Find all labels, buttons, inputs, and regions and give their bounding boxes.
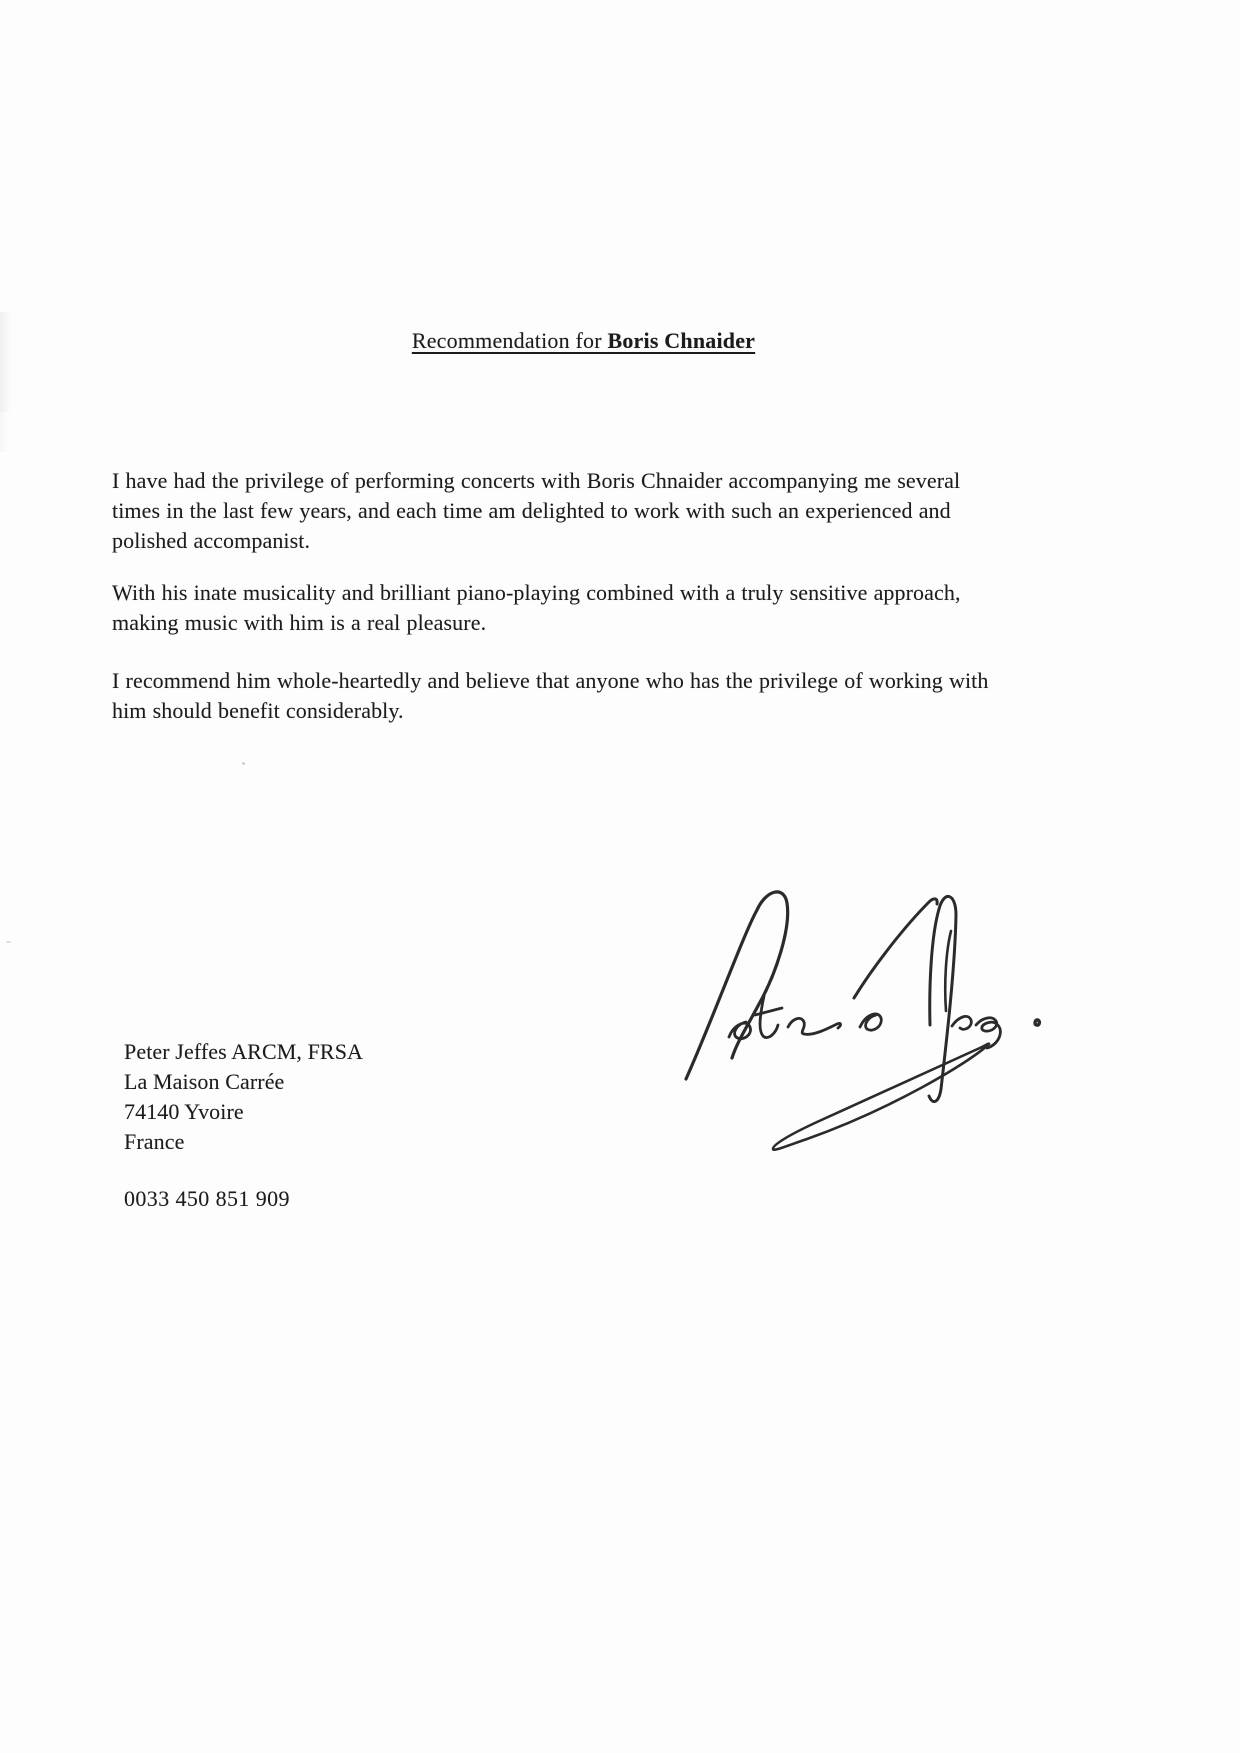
letter-title-recipient-name: Boris Chnaider — [607, 328, 756, 353]
paragraph-1-line-2: times in the last few years, and each time am delighted to work with such an experienced and — [112, 498, 951, 523]
sender-address-line-2: 74140 Yvoire — [124, 1099, 244, 1124]
paragraph-1 — [112, 466, 1072, 556]
paragraph-3-line-2: him should benefit considerably. — [112, 698, 404, 723]
paragraph-1-line-3: polished accompanist. — [112, 528, 311, 553]
paragraph-1-line-1: I have had the privilege of performing concerts with Boris Chnaider accompanying me several — [112, 468, 961, 493]
letter-title — [112, 326, 1055, 356]
sender-name: Peter Jeffes ARCM, FRSA — [124, 1039, 364, 1064]
paragraph-2-line-1: With his inate musicality and brilliant piano-playing combined with a truly sensitive approach, — [112, 580, 961, 605]
signature-image — [630, 875, 1050, 1165]
sender-address-block — [124, 1037, 363, 1157]
scan-artifact-speck-2 — [6, 941, 11, 943]
scan-artifact-speck — [242, 762, 245, 765]
paragraph-3-line-1: I recommend him whole-heartedly and believe that anyone who has the privilege of working with — [112, 668, 989, 693]
scan-artifact-streak — [0, 312, 11, 412]
sender-address-line-1: La Maison Carrée — [124, 1069, 285, 1094]
paragraph-2 — [112, 578, 1072, 638]
paragraph-3 — [112, 666, 1072, 726]
letter-title-prefix: Recommendation for — [411, 328, 608, 353]
sender-address-line-3: France — [124, 1129, 185, 1154]
signature-svg — [630, 875, 1050, 1165]
paragraph-2-line-2: making music with him is a real pleasure. — [112, 610, 487, 635]
scan-artifact-streak-2 — [0, 412, 8, 452]
sender-phone: 0033 450 851 909 — [124, 1186, 290, 1211]
